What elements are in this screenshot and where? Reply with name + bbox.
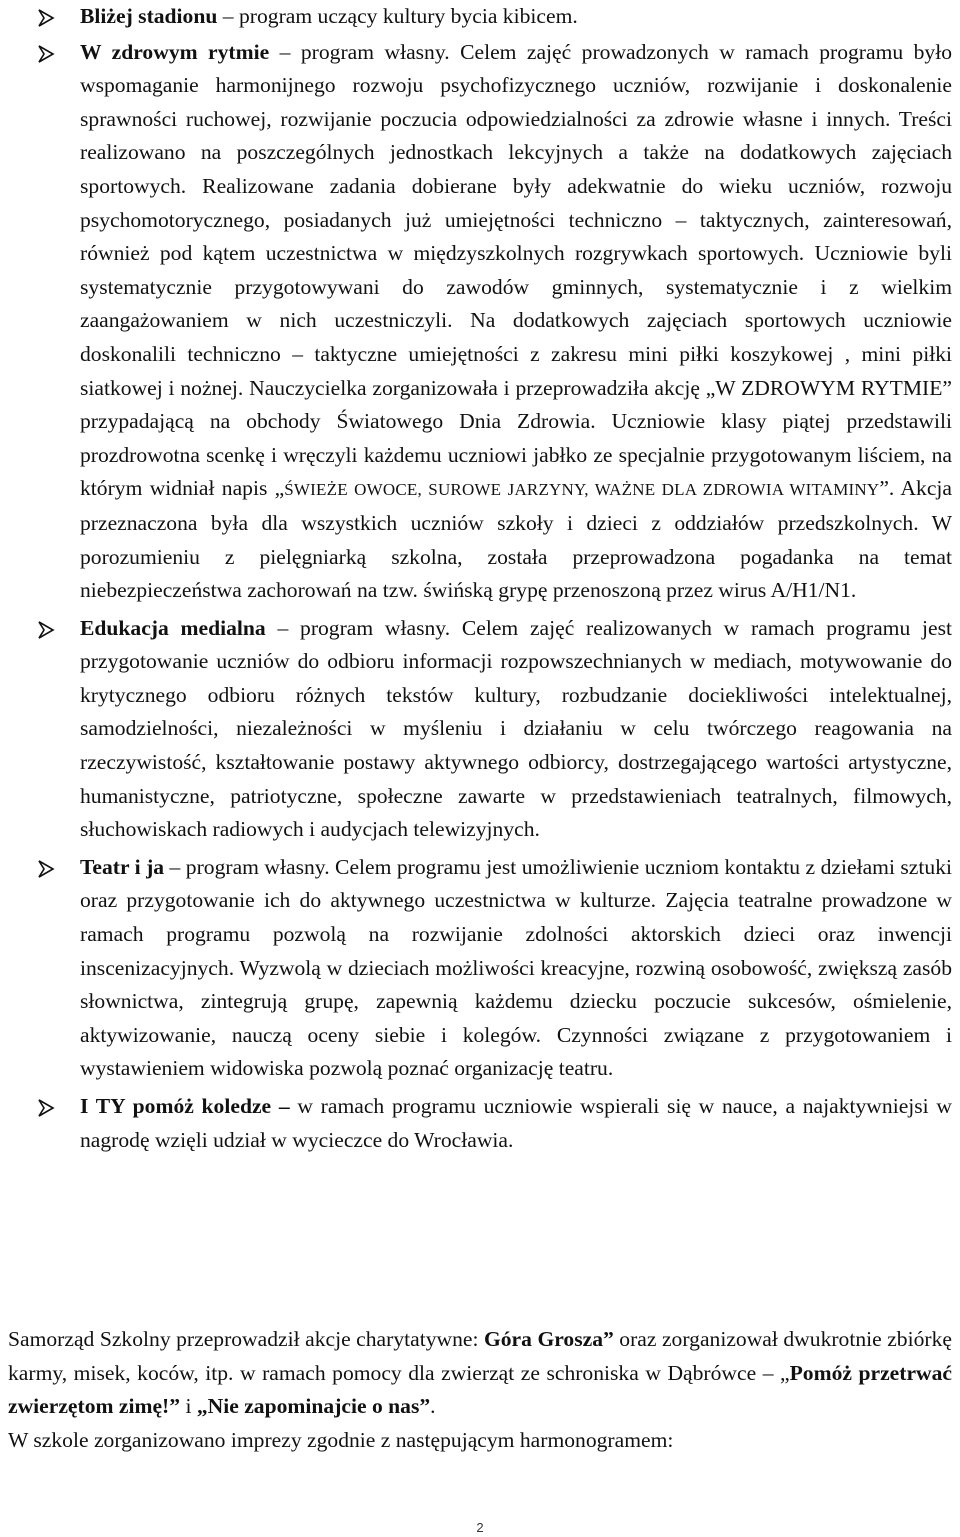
arrowhead-bullet-icon [36,8,56,28]
closing-section [8,1323,952,1457]
arrowhead-bullet-icon [36,620,56,640]
program-paragraph [80,851,952,1086]
program-title: I TY pomóż koledze – [80,1094,290,1118]
charity-action-pomoz-przetrwac: Pomóż przetrwać zwierzętom zimę!” [8,1360,952,1419]
program-description: – program własny. Celem zajęć prowadzonych w ramach programu było wspomaganie harmonijnego rozwoju psychofizycznego uczniów, rozwijanie i doskonalenie sprawności ruchowej, rozwijanie poczucia odpowiedzialności za zdrowie własne i innych. Treści realizowano na poszczególnych jednostkach lekcyjnych a także na dodatkowych zajęciach sportowych. Realizowane zadania dobierane były adekwatnie do wieku uczniów, rozwoju psychomotorycznego, posiadanych już umiejętności techniczno – taktycznych, zainteresowań, również pod kątem uczestnictwa w międzyszkolnych rozgrywkach sportowych. Uczniowie byli systematycznie przygotowywani do zawodów gminnych, systematycznie i z wielkim zaangażowaniem w nich uczestniczyli. Na dodatkowych zajęciach sportowych uczniowie doskonalili techniczno – taktyczne umiejętności z zakresu mini piłki koszykowej , mini piłki siatkowej i nożnej. Nauczycielka zorganizowała i przeprowadziła akcję „W ZDROWYM RYTMIE” przypadającą na obchody Światowego Dnia Zdrowia. Uczniowie klasy piątej przedstawili prozdrowotna scenkę i wręczyli każdemu uczniowi jabłko ze specjalnie przygotowanym liściem, na którym widniał napis „ [80,39,953,501]
charity-action-nie-zapominajcie: „Nie zapominajcie o nas” [196,1394,431,1419]
program-description-continued: ”. Akcja przeznaczona była dla wszystkich uczniów szkoły i dzieci z oddziałów przedszkolnych. W porozumieniu z pielęgniarką szkolna, została przeprowadzona pogadanka na temat niebezpieczeństwa zachorowań na tzw. świńską grypę przenoszoną przez wirus A/H1/N1. [80,476,952,603]
program-title: Edukacja medialna [80,615,266,640]
program-description: – program własny. Celem zajęć realizowanych w ramach programu jest przygotowanie uczniów do odbioru informacji rozpowszechnianych w mediach, motywowanie do krytycznego odbioru różnych tekstów kultury, rozbudzanie dociekliwości intelektualnej, samodzielności, niezależności w myśleniu i działaniu w celu twórczego reagowania na rzeczywistość, kształtowanie postawy aktywnego odbiorcy, dostrzegającego wartości artystyczne, humanistyczne, patriotyczne, społeczne zawarte w przedstawieniach teatralnych, filmowych, słuchowiskach radiowych i audycjach telewizyjnych. [80,615,952,842]
arrowhead-bullet-icon [36,1098,56,1118]
charity-paragraph [8,1323,952,1424]
program-paragraph [80,0,952,34]
program-paragraph [80,1090,952,1157]
apple-leaf-caption: ŚWIEŻE OWOCE, SUROWE JARZYNY, WAŻNE DLA ZDROWIA WITAMINY [284,480,880,500]
page-number: 2 [476,1520,484,1535]
program-item-i-ty-pomoz-koledze [0,1090,960,1157]
program-item-teatr-i-ja [0,851,960,1086]
program-paragraph [80,36,952,608]
charity-text: i [180,1394,197,1419]
program-title: W zdrowym rytmie [80,39,270,64]
charity-text: oraz zorganizował dwukrotnie zbiórkę karmy, misek, koców, itp. w ramach pomocy dla zwierząt ze schroniska w Dąbrówce – „ [8,1327,952,1385]
program-description: – program uczący kultury bycia kibicem. [217,4,578,28]
program-description: – program własny. Celem programu jest umożliwienie uczniom kontaktu z dziełami sztuki oraz przygotowanie ich do aktywnego uczestnictwa w kulturze. Zajęcia teatralne prowadzone w ramach programu pozwolą na rozwijanie zdolności aktorskich dzieci oraz inwencji inscenizacyjnych. Wyzwolą w dzieciach możliwości kreacyjne, rozwiną osobowość, zwiększą zasób słownictwa, zintegrują grupę, zapewnią każdemu dziecku poczucie sukcesów, ośmielenie, aktywizowanie, nauczą oceny siebie i kolegów. Czynności związane z przygotowaniem i wystawieniem widowiska pozwolą poznać organizację teatru. [80,854,952,1081]
program-title: Teatr i ja [80,854,165,879]
arrowhead-bullet-icon [36,44,56,64]
program-description: w ramach programu uczniowie wspierali się w nauce, a najaktywniejsi w nagrodę wzięli udział w wycieczce do Wrocławia. [80,1094,952,1152]
charity-action-gora-grosza: Góra Grosza” [483,1327,614,1351]
program-title: Bliżej stadionu [80,4,218,28]
charity-text: Samorząd Szkolny przeprowadził akcje charytatywne: [8,1327,484,1351]
arrowhead-bullet-icon [36,859,56,879]
program-item-w-zdrowym-rytmie [0,36,960,608]
program-paragraph [80,612,952,847]
schedule-intro: W szkole zorganizowano imprezy zgodnie z następującym harmonogramem: [8,1427,674,1452]
program-item-edukacja-medialna [0,612,960,847]
program-item-blizej-stadionu [0,0,960,34]
charity-text: . [430,1394,436,1419]
